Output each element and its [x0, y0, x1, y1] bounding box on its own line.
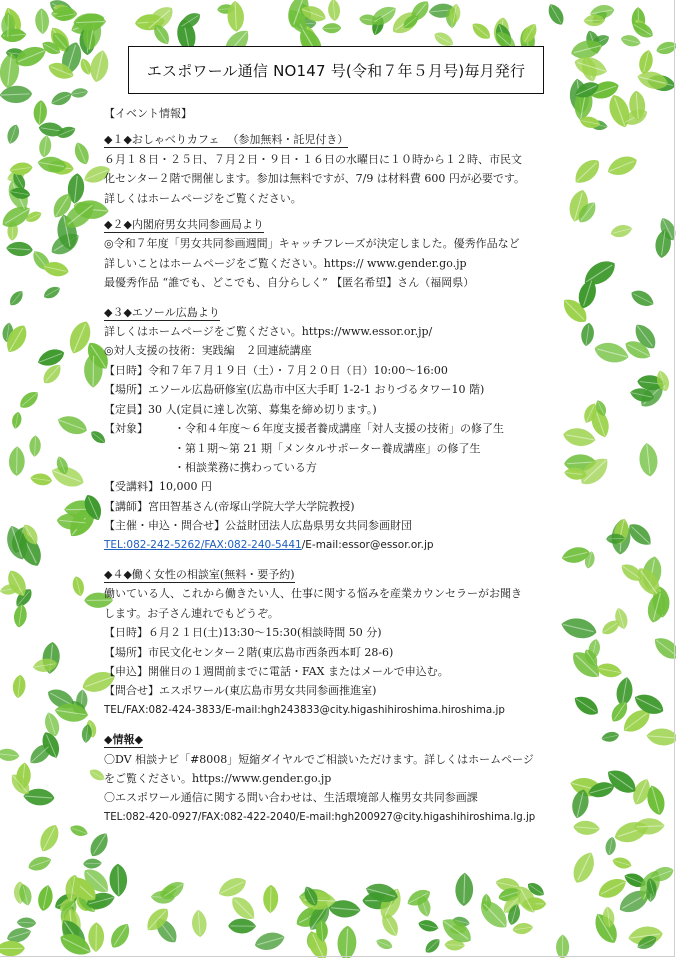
section-3-heading: ◆３◆エソール広島より	[104, 305, 220, 319]
section-3-line: 【場所】エソール広島研修室(広島市中区大手町 1-2-1 おりづるタワー10 階)	[104, 383, 485, 397]
section-1-line: 化センター２階で開催します。参加は無料ですが、7/9 は材料費 600 円が必要です。	[104, 172, 525, 186]
section-4-line: します。お子さん連れでもどうぞ。	[104, 606, 279, 620]
section-5-line: 〇エスポワール通信に関する問い合わせは、生活環境部人権男女共同参画課	[104, 791, 478, 805]
newsletter-body	[104, 104, 580, 827]
section-3-line: 【講師】宮田智基さん(帝塚山学院大学大学院教授)	[104, 499, 355, 513]
section-1-heading: ◆１◆おしゃべりカフェ （参加無料・託児付き）	[104, 133, 349, 147]
target-item: ・令和４年度～６年度支援者養成講座「対人支援の技術」の修了生	[174, 422, 504, 436]
section-4	[104, 565, 580, 720]
section-4-line: 【問合せ】エスポワール(東広島市男女共同参画推進室)	[104, 684, 377, 698]
target-label: 【対象】	[104, 422, 148, 436]
target-item: ・相談業務に携わっている方	[174, 460, 317, 474]
section-2-line: 詳しいことはホームページをご覧ください。https:// www.gender.go.jp	[104, 256, 467, 270]
section-4-heading: ◆４◆働く女性の相談室(無料・要予約)	[104, 567, 295, 581]
section-1-line: 詳しくはホームページをご覧ください。	[104, 191, 302, 205]
section-3-line: ◎対人支援の技術：実践編 ２回連続講座	[104, 344, 312, 358]
section-1-line: ６月１８日・２５日、７月２日・９日・１６日の水曜日に１０時から１２時、市民文	[104, 152, 522, 166]
section-1	[104, 130, 580, 208]
section-2	[104, 215, 580, 293]
section-5-line: TEL:082-420-0927/FAX:082-422-2040/E-mail:hgh200927@city.higashihiroshima.lg.jp	[104, 811, 536, 823]
section-1-heading-note: （参加無料・託児付き）	[227, 133, 349, 147]
target-item: ・第１期～第 21 期「メンタルサポーター養成講座」の修了生	[174, 441, 481, 455]
contact-email: /E-mail:essor@essor.or.jp	[301, 538, 434, 551]
section-3-line: 【日時】令和７年７月１９日（土）・７月２０日（日）10:00～16:00	[104, 363, 448, 377]
section-5-heading: ◆情報◆	[104, 733, 143, 747]
section-2-line: ◎令和７年度「男女共同参画週間」キャッチフレーズが決定しました。優秀作品など	[104, 237, 520, 251]
section-3-line: 【定員】30 人(定員に達し次第、募集を締め切ります。)	[104, 402, 377, 416]
section-4-line: 【日時】６月２１日(土)13:30～15:30(相談時間 50 分)	[104, 626, 382, 640]
section-3-line: 詳しくはホームページをご覧ください。https://www.essor.or.jp/	[104, 325, 433, 339]
section-4-line: 【申込】開催日の１週間前までに電話・FAX またはメールで申込む。	[104, 664, 449, 678]
section-3-line: 【受講料】10,000 円	[104, 480, 212, 494]
event-info-heading: 【イベント情報】	[104, 107, 192, 120]
section-4-line: 働いている人、これから働きたい人、仕事に関する悩みを産業カウンセラーがお聞き	[104, 587, 522, 601]
section-5-line: をご覧ください。https://www.gender.go.jp	[104, 772, 332, 785]
section-5-line: 〇DV 相談ナビ「#8008」短縮ダイヤルでご相談いただけます。詳しくはホームページ	[104, 752, 534, 766]
section-3	[104, 303, 580, 555]
section-2-heading: ◆２◆内閣府男女共同参画局より	[104, 218, 264, 232]
section-4-line: TEL/FAX:082-424-3833/E-mail:hgh243833@city.higashihiroshima.hiroshima.jp	[104, 703, 505, 716]
newsletter-title: エスポワール通信 NO147 号(令和７年５月号)毎月発行	[128, 46, 544, 94]
section-4-line: 【場所】市民文化センター２階(東広島市西条西本町 28-6)	[104, 645, 394, 659]
section-5	[104, 730, 580, 827]
section-2-line: 最優秀作品 “誰でも、どこでも、自分らしく” 【匿名希望】さん（福岡県）	[104, 276, 475, 290]
section-3-line: 【主催・申込・問合せ】公益財団法人広島県男女共同参画財団	[104, 519, 412, 533]
contact-phone-fax-link[interactable]: TEL:082-242-5262/FAX:082-240-5441	[104, 538, 302, 551]
